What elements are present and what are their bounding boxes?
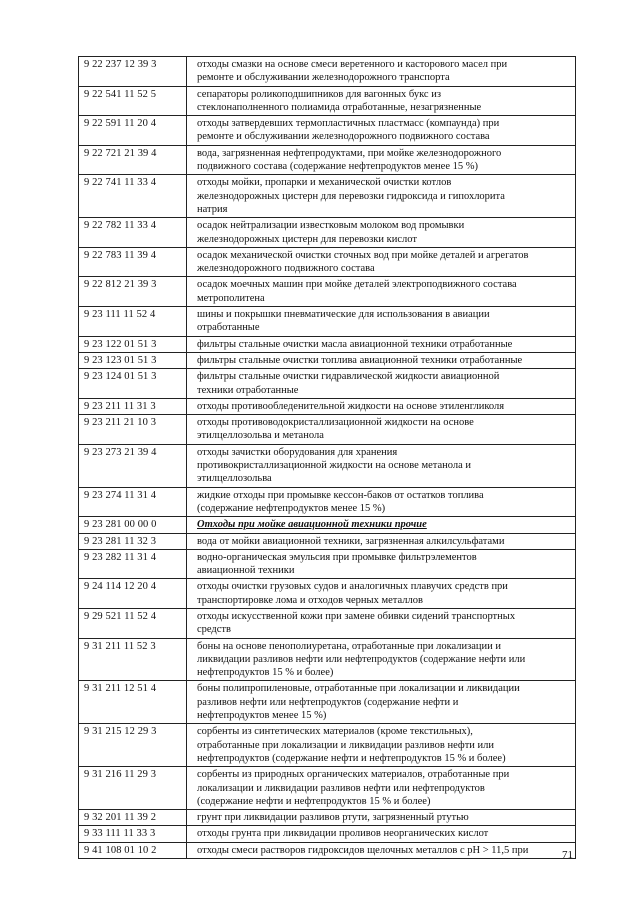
description-line: транспортировке лома и отходов черных металлов — [197, 594, 423, 606]
description-line: этилцеллозольва — [197, 473, 272, 485]
waste-code-cell: 9 31 211 12 51 4 — [79, 681, 187, 724]
waste-description-cell — [187, 369, 576, 399]
waste-code-cell: 9 32 201 11 39 2 — [79, 810, 187, 826]
table-row — [79, 336, 576, 352]
table-row — [79, 57, 576, 87]
description-line: отработанные — [197, 322, 260, 334]
table-row — [79, 369, 576, 399]
description-line: сепараторы роликоподшипников для вагонных букс из — [197, 88, 441, 100]
table-row — [79, 218, 576, 248]
description-line: жидкие отходы при промывке кессон-баков от остатков топлива — [197, 489, 484, 501]
waste-description-cell — [187, 444, 576, 487]
description-line: Отходы при мойке авиационной техники прочие — [197, 519, 427, 531]
description-line: отходы зачистки оборудования для хранения — [197, 446, 398, 458]
description-line: фильтры стальные очистки топлива авиационной техники отработанные — [197, 354, 523, 366]
waste-code-cell: 9 23 124 01 51 3 — [79, 369, 187, 399]
description-line: осадок нейтрализации известковым молоком вод промывки — [197, 220, 465, 232]
waste-code-cell: 9 41 108 01 10 2 — [79, 842, 187, 858]
table-row — [79, 247, 576, 277]
description-line: метрополитена — [197, 292, 265, 304]
table-row — [79, 277, 576, 307]
waste-code-cell: 9 23 273 21 39 4 — [79, 444, 187, 487]
waste-code-cell: 9 23 211 21 10 3 — [79, 415, 187, 445]
description-line: отходы мойки, пропарки и механической очистки котлов — [197, 177, 452, 189]
table-row — [79, 145, 576, 175]
table-row — [79, 724, 576, 767]
table-row — [79, 608, 576, 638]
waste-code-cell: 9 23 281 00 00 0 — [79, 517, 187, 533]
description-line: боны полипропиленовые, отработанные при локализации и ликвидации — [197, 683, 520, 695]
waste-description-cell — [187, 608, 576, 638]
waste-description-cell — [187, 57, 576, 87]
waste-code-cell: 9 22 591 11 20 4 — [79, 116, 187, 146]
table-row — [79, 444, 576, 487]
waste-code-cell: 9 31 215 12 29 3 — [79, 724, 187, 767]
page-number: 71 — [562, 849, 573, 861]
waste-description-cell — [187, 767, 576, 810]
waste-code-cell: 9 22 721 21 39 4 — [79, 145, 187, 175]
waste-code-cell: 9 22 782 11 33 4 — [79, 218, 187, 248]
description-line: противокристаллизационной жидкости на основе метанола и — [197, 460, 472, 472]
description-line: нефтепродуктов 15 % и более) — [197, 667, 334, 679]
description-line: ремонте и обслуживании железнодорожного подвижного состава — [197, 131, 490, 143]
description-line: грунт при ликвидации разливов ртути, загрязненный ртутью — [197, 812, 469, 824]
waste-description-cell — [187, 533, 576, 549]
waste-code-cell: 9 22 237 12 39 3 — [79, 57, 187, 87]
description-line: разливов нефти или нефтепродуктов (содержание нефти и — [197, 696, 459, 708]
waste-code-cell: 9 23 281 11 32 3 — [79, 533, 187, 549]
waste-code-cell: 9 29 521 11 52 4 — [79, 608, 187, 638]
waste-code-cell: 9 23 111 11 52 4 — [79, 307, 187, 337]
description-line: подвижного состава (содержание нефтепродуктов менее 15 %) — [197, 161, 478, 173]
description-line: шины и покрышки пневматические для использования в авиации — [197, 309, 490, 321]
description-line: железнодорожного подвижного состава — [197, 263, 375, 275]
description-line: вода от мойки авиационной техники, загрязненная алкилсульфатами — [197, 535, 505, 547]
waste-code-cell: 9 22 783 11 39 4 — [79, 247, 187, 277]
description-line: отходы очистки грузовых судов и аналогичных плавучих средств при — [197, 581, 508, 593]
waste-code-cell: 9 23 282 11 31 4 — [79, 549, 187, 579]
waste-description-cell — [187, 810, 576, 826]
description-line: техники отработанные — [197, 384, 299, 396]
description-line: локализации и ликвидации разливов нефти или нефтепродуктов — [197, 782, 485, 794]
table-row — [79, 175, 576, 218]
waste-code-cell: 9 23 211 11 31 3 — [79, 398, 187, 414]
waste-description-cell — [187, 549, 576, 579]
waste-description-cell — [187, 638, 576, 681]
description-line: отходы противоводокристаллизационной жидкости на основе — [197, 417, 474, 429]
waste-code-cell: 9 23 122 01 51 3 — [79, 336, 187, 352]
waste-description-cell — [187, 487, 576, 517]
waste-code-cell: 9 31 216 11 29 3 — [79, 767, 187, 810]
table-row — [79, 307, 576, 337]
waste-description-cell — [187, 175, 576, 218]
table-row — [79, 398, 576, 414]
description-line: вода, загрязненная нефтепродуктами, при мойке железнодорожного — [197, 147, 502, 159]
description-line: отходы затвердевших термопластичных пластмасс (компаунда) при — [197, 118, 500, 130]
waste-description-cell — [187, 86, 576, 116]
description-line: натрия — [197, 203, 228, 215]
waste-description-cell — [187, 681, 576, 724]
table-row — [79, 767, 576, 810]
description-line: сорбенты из синтетических материалов (кроме текстильных), — [197, 726, 473, 738]
waste-description-cell — [187, 247, 576, 277]
description-line: осадок моечных машин при мойке деталей электроподвижного состава — [197, 279, 517, 291]
description-line: нефтепродуктов менее 15 %) — [197, 710, 327, 722]
waste-code-cell: 9 22 541 11 52 5 — [79, 86, 187, 116]
description-line: отходы искусственной кожи при замене обивки сидений транспортных — [197, 610, 516, 622]
waste-code-cell: 9 24 114 12 20 4 — [79, 579, 187, 609]
description-line: железнодорожных цистерн для перевозки гидроксида и гипохлорита — [197, 190, 505, 202]
waste-code-cell: 9 31 211 11 52 3 — [79, 638, 187, 681]
waste-description-cell — [187, 352, 576, 368]
waste-description-cell — [187, 336, 576, 352]
description-line: стеклонаполненного полиамида отработанные, незагрязненные — [197, 101, 482, 113]
table-row — [79, 533, 576, 549]
table-row — [79, 810, 576, 826]
description-line: ликвидации разливов нефти или нефтепродуктов (содержание нефти или — [197, 653, 526, 665]
description-line: водно-органическая эмульсия при промывке фильтрэлементов — [197, 551, 477, 563]
waste-description-cell — [187, 517, 576, 533]
waste-description-cell — [187, 826, 576, 842]
waste-description-cell — [187, 218, 576, 248]
description-line: средств — [197, 624, 231, 636]
waste-description-cell — [187, 307, 576, 337]
table-row — [79, 352, 576, 368]
table-row — [79, 579, 576, 609]
waste-description-cell — [187, 145, 576, 175]
waste-code-cell: 9 22 741 11 33 4 — [79, 175, 187, 218]
description-line: боны на основе пенополиуретана, отработанные при локализации и — [197, 640, 502, 652]
waste-description-cell — [187, 579, 576, 609]
description-line: железнодорожных цистерн для перевозки кислот — [197, 233, 417, 245]
table-row — [79, 415, 576, 445]
waste-code-cell: 9 23 123 01 51 3 — [79, 352, 187, 368]
waste-description-cell — [187, 277, 576, 307]
waste-description-cell — [187, 398, 576, 414]
description-line: нефтепродуктов (содержание нефти и нефтепродуктов 15 % и более) — [197, 752, 506, 764]
description-line: отходы противообледенительной жидкости на основе этиленгликоля — [197, 400, 505, 412]
table-row — [79, 842, 576, 858]
table-row — [79, 487, 576, 517]
table-row — [79, 549, 576, 579]
description-line: фильтры стальные очистки гидравлической жидкости авиационной — [197, 371, 500, 383]
waste-description-cell — [187, 842, 576, 858]
waste-code-cell: 9 33 111 11 33 3 — [79, 826, 187, 842]
table-body — [79, 57, 576, 859]
description-line: (содержание нефтепродуктов менее 15 %) — [197, 502, 386, 514]
description-line: авиационной техники — [197, 565, 295, 577]
table-row — [79, 826, 576, 842]
description-line: этилцеллозольва и метанола — [197, 430, 324, 442]
waste-description-cell — [187, 116, 576, 146]
description-line: сорбенты из природных органических материалов, отработанные при — [197, 769, 510, 781]
waste-description-cell — [187, 415, 576, 445]
description-line: отходы смазки на основе смеси веретенного и касторового масел при — [197, 59, 508, 70]
description-line: отходы грунта при ликвидации проливов неорганических кислот — [197, 828, 489, 840]
waste-code-cell: 9 22 812 21 39 3 — [79, 277, 187, 307]
waste-description-cell — [187, 724, 576, 767]
description-line: отходы смеси растворов гидроксидов щелочных металлов с pH > 11,5 при — [197, 844, 529, 856]
table-row — [79, 638, 576, 681]
waste-classification-table — [78, 56, 576, 859]
description-line: осадок механической очистки сточных вод при мойке деталей и агрегатов — [197, 249, 529, 261]
table-row — [79, 86, 576, 116]
description-line: фильтры стальные очистки масла авиационной техники отработанные — [197, 338, 513, 350]
description-line: ремонте и обслуживании железнодорожного транспорта — [197, 72, 450, 84]
description-line: отработанные при локализации и ликвидации разливов нефти или — [197, 739, 495, 751]
table-row — [79, 681, 576, 724]
table-row — [79, 116, 576, 146]
waste-code-cell: 9 23 274 11 31 4 — [79, 487, 187, 517]
table-group-row — [79, 517, 576, 533]
description-line: (содержание нефти и нефтепродуктов 15 % и более) — [197, 795, 431, 807]
